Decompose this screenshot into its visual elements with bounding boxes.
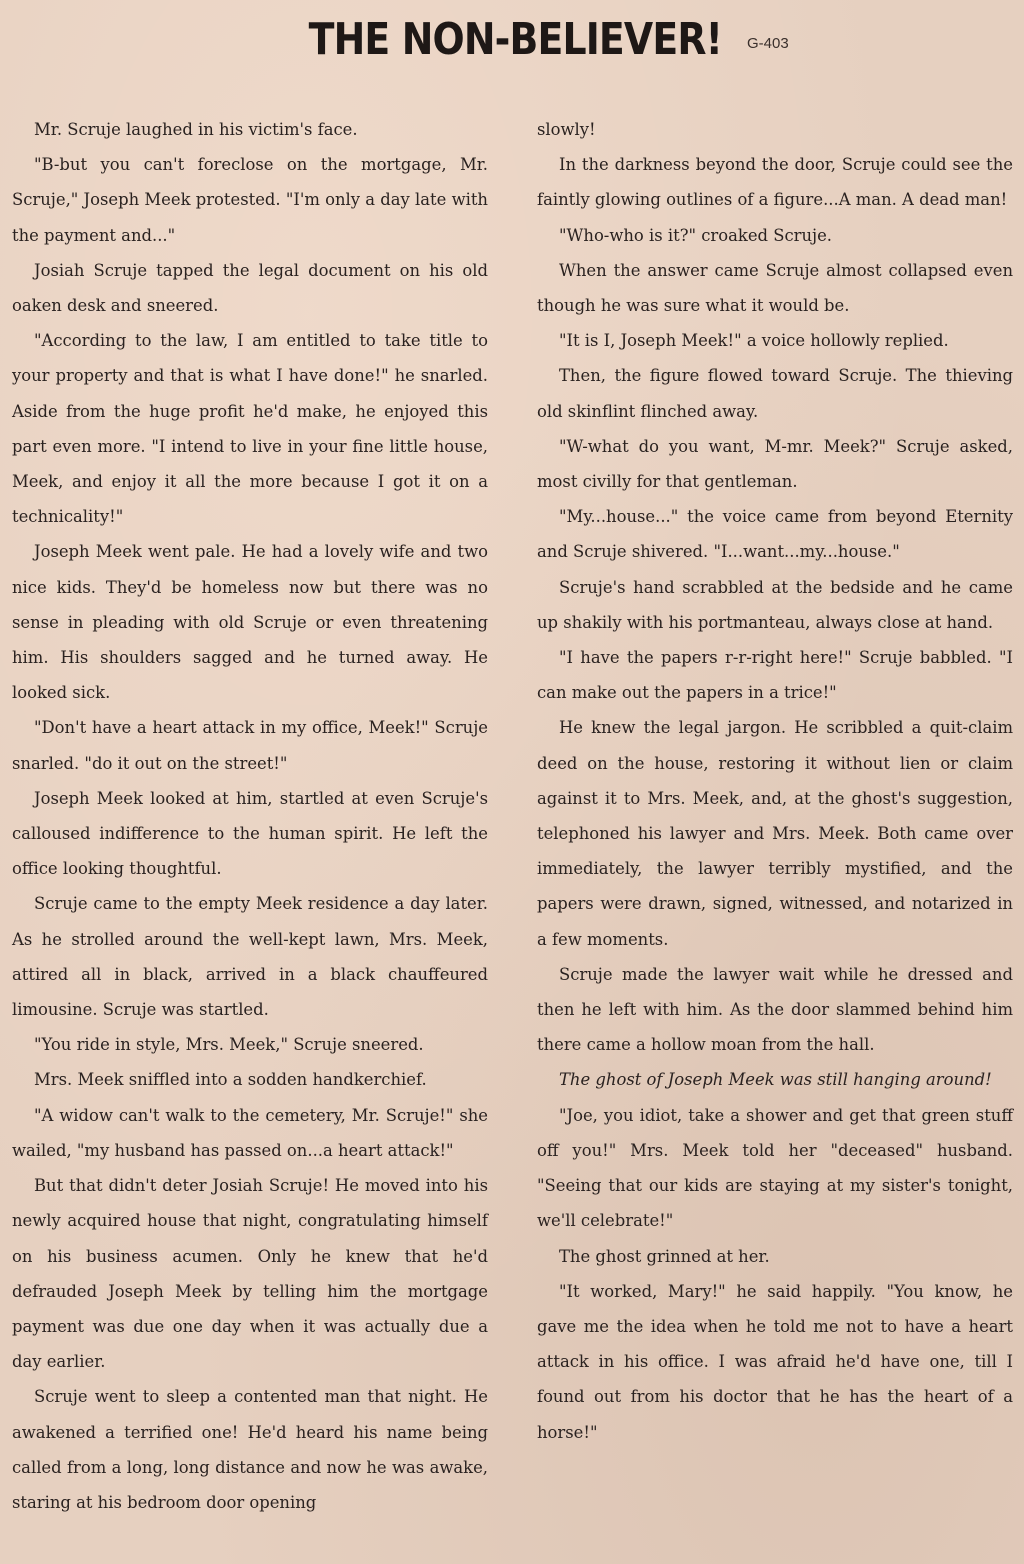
title-row — [0, 14, 1024, 65]
story-code: G-403 — [747, 35, 789, 52]
paragraph: Scruje's hand scrabbled at the bedside and he came up shakily with his portmanteau, always close at hand. — [537, 577, 1013, 632]
paragraph: Mrs. Meek sniffled into a sodden handkerchief. — [34, 1070, 427, 1090]
left-column — [12, 112, 488, 1520]
paragraph: "It worked, Mary!" he said happily. "You know, he gave me the idea when he told me not to have a heart attack in his office. I was afraid he'd have one, till I found out from his doctor that he has the heart of a horse!" — [537, 1281, 1013, 1442]
paragraph: The ghost of Joseph Meek was still hanging around! — [559, 1070, 992, 1090]
paragraph: Scruje went to sleep a contented man that night. He awakened a terrified one! He'd heard his name being called from a long, long distance and now he was awake, staring at his bedroom door opening — [12, 1387, 488, 1512]
paragraph: "It is I, Joseph Meek!" a voice hollowly replied. — [559, 331, 949, 351]
paragraph: slowly! — [537, 120, 596, 139]
paragraph: He knew the legal jargon. He scribbled a quit-claim deed on the house, restoring it without lien or claim against it to Mrs. Meek, and, at the ghost's suggestion, telephoned his lawyer and Mrs. Meek. Both came over immediately, the lawyer terribly mystified, and the papers were drawn, signed, witnessed, and notarized in a few moments. — [537, 718, 1013, 949]
paragraph: Scruje made the lawyer wait while he dressed and then he left with him. As the door slammed behind him there came a hollow moan from the hall. — [537, 964, 1013, 1055]
paragraph: "Who-who is it?" croaked Scruje. — [559, 225, 833, 245]
paragraph: Josiah Scruje tapped the legal document on his old oaken desk and sneered. — [12, 260, 488, 316]
paragraph: "According to the law, I am entitled to take title to your property and that is what I have done!" he snarled. Aside from the huge profit he'd make, he enjoyed this part even more. "I intend to live in your fine little house, Meek, and enjoy it all the more because I got it on a technicality!" — [12, 331, 488, 527]
paragraph: When the answer came Scruje almost collapsed even though he was sure what it would be. — [537, 260, 1013, 316]
paragraph: "Don't have a heart attack in my office, Meek!" Scruje snarled. "do it out on the street!" — [12, 718, 488, 773]
paragraph: The ghost grinned at her. — [559, 1246, 770, 1266]
paragraph: In the darkness beyond the door, Scruje could see the faintly glowing outlines of a figure...A man. A dead man! — [537, 155, 1013, 210]
paragraph: But that didn't deter Josiah Scruje! He moved into his newly acquired house that night, congratulating himself on his business acumen. Only he knew that he'd defrauded Joseph Meek by telling him the mortgage payment was due one day when it was actually due a day earlier. — [12, 1176, 488, 1372]
paragraph: "W-what do you want, M-mr. Meek?" Scruje asked, most civilly for that gentleman. — [537, 436, 1013, 492]
paragraph: "My...house..." the voice came from beyond Eternity and Scruje shivered. "I...want...my...house." — [537, 507, 1013, 562]
paragraph: "A widow can't walk to the cemetery, Mr. Scruje!" she wailed, "my husband has passed on...a heart attack!" — [12, 1105, 488, 1160]
right-column — [537, 112, 1013, 1450]
paragraph: Mr. Scruje laughed in his victim's face. — [34, 120, 358, 139]
paragraph: Scruje came to the empty Meek residence a day later. As he strolled around the well-kept lawn, Mrs. Meek, attired all in black, arrived in a black chauffeured limousine. Scruje was startled. — [12, 894, 488, 1020]
story-title: THE NON-BELIEVER! — [308, 14, 723, 65]
paragraph: Joseph Meek looked at him, startled at even Scruje's calloused indifference to the human spirit. He left the office looking thoughtful. — [12, 788, 488, 879]
paragraph: "B-but you can't foreclose on the mortgage, Mr. Scruje," Joseph Meek protested. "I'm only a day late with the payment and..." — [12, 155, 488, 245]
paragraph: "Joe, you idiot, take a shower and get that green stuff off you!" Mrs. Meek told her "deceased" husband. "Seeing that our kids are staying at my sister's tonight, we'll celebrate!" — [537, 1105, 1013, 1231]
paragraph: "You ride in style, Mrs. Meek," Scruje sneered. — [34, 1035, 424, 1055]
paragraph: Joseph Meek went pale. He had a lovely wife and two nice kids. They'd be homeless now but there was no sense in pleading with old Scruje or even threatening him. His shoulders sagged and he turned away. He looked sick. — [12, 542, 488, 703]
paragraph: Then, the figure flowed toward Scruje. The thieving old skinflint flinched away. — [537, 366, 1013, 421]
paragraph: "I have the papers r-r-right here!" Scruje babbled. "I can make out the papers in a trice!" — [537, 648, 1013, 703]
